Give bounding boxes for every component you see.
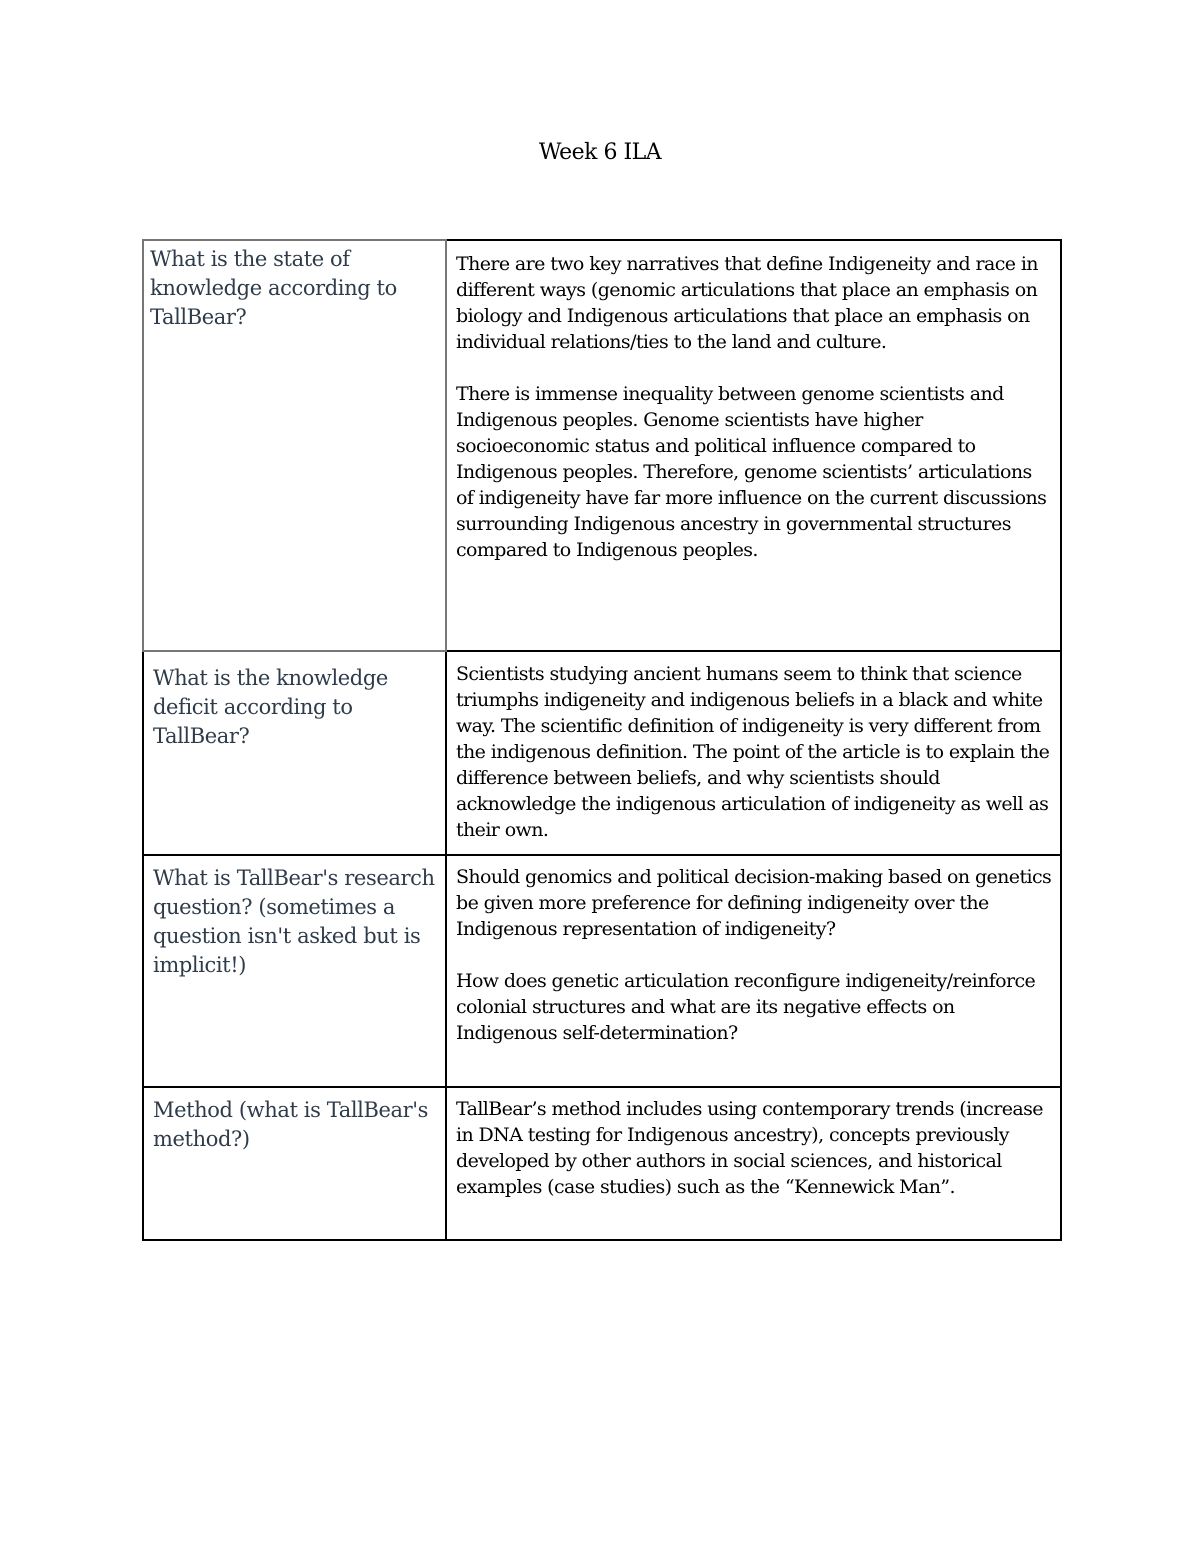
answer-paragraph: TallBear’s method includes using contemporary trends (increase in DNA testing for Indigenous ancestry), concepts previously developed by other authors in social sciences, and historical examples (case studies) such as the “Kennewick Man”.	[456, 1098, 1043, 1198]
answer-cell	[446, 240, 1061, 651]
answer-paragraph: Should genomics and political decision-making based on genetics be given more preference for defining indigeneity over the Indigenous representation of indigeneity?	[456, 866, 1052, 940]
answer-paragraph: There is immense inequality between genome scientists and Indigenous peoples. Genome scientists have higher socioeconomic status and political influence compared to Indigenous peoples. Therefore, genome scientists’ articulations of indigeneity have far more influence on the current discussions surrounding Indigenous ancestry in governmental structures compared to Indigenous peoples.	[456, 383, 1047, 561]
answer-paragraph: Scientists studying ancient humans seem to think that science triumphs indigeneity and indigenous beliefs in a black and white way. The scientific definition of indigeneity is very different from the indigenous definition. The point of the article is to explain the difference between beliefs, and why scientists should acknowledge the indigenous articulation of indigeneity as well as their own.	[456, 663, 1050, 841]
table-row	[143, 240, 1061, 651]
question-cell	[143, 240, 446, 651]
ila-table	[142, 239, 1062, 1241]
table-row	[143, 855, 1061, 1087]
answer-cell	[446, 651, 1061, 855]
question-cell	[143, 651, 446, 855]
question-text: What is the state of knowledge according to TallBear?	[150, 247, 397, 329]
answer-paragraph: How does genetic articulation reconfigure indigeneity/reinforce colonial structures and what are its negative effects on Indigenous self-determination?	[456, 970, 1036, 1044]
answer-cell	[446, 1087, 1061, 1240]
table-row	[143, 1087, 1061, 1240]
question-cell	[143, 1087, 446, 1240]
page-title: Week 6 ILA	[538, 140, 662, 165]
question-cell	[143, 855, 446, 1087]
question-text: Method (what is TallBear's method?)	[153, 1098, 429, 1151]
table-row	[143, 651, 1061, 855]
answer-paragraph: There are two key narratives that define Indigeneity and race in different ways (genomic articulations that place an emphasis on biology and Indigenous articulations that place an emphasis on individual relations/ties to the land and culture.	[456, 253, 1038, 353]
answer-cell	[446, 855, 1061, 1087]
question-text: What is the knowledge deficit according to TallBear?	[153, 666, 388, 748]
question-text: What is TallBear's research question? (sometimes a question isn't asked but is implicit!)	[153, 866, 435, 977]
